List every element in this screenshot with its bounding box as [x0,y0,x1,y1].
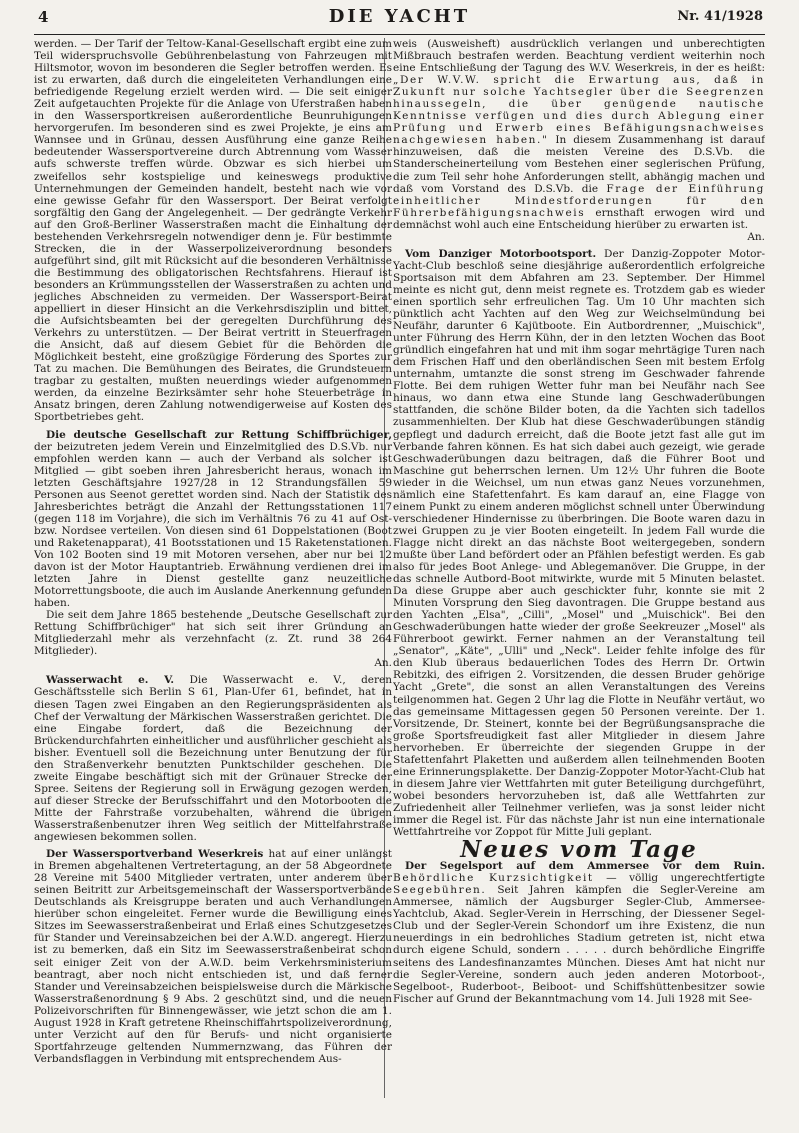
weserkreis-paragraph [34,848,392,1065]
ammersee-dash: — völlig ungerechtfertigte [593,872,765,885]
header-rule [34,34,765,35]
ammersee-subhead-a: Behördliche Kurzsichtigkeit [393,872,594,885]
emphasized-question: Frage der Einführung einheitlicher Mindestforderungen für den Führerbefähigungsnachweis [393,182,765,219]
dgzrs-text-2: Die seit dem Jahre 1865 bestehende „Deutsche Gesellschaft zur Rettung Schiffbrüchiger" hat sich seit ihrer Gründung an Mitgliederzahl mehr als verzehnfacht (z. Zt. rund 38 264 Mitglieder). [34,609,392,658]
ammersee-paragraph [393,860,765,1005]
ammersee-subhead-b: Seegebühren. [393,884,487,897]
danzig-heading: Vom Danziger Motorbootsport. [405,247,597,260]
weserkreis-text: hat auf einer unlängst in Bremen abgehaltenen Vertretertagung, an der 58 Abgeordnete 28 Vereine mit 5400 Mitglieder vertraten, unter anderem über seinen Beitritt zur Arbeitsgemeinschaft der Wassersportverbände Deutschlands als Kreisgruppe beraten und auch Verhandlungen hierüber schon eingeleitet. Ferner wurde die Bewilligung eines Sitzes im Seewasserstraßenbeirat und Erlaß eines Schutzgesetzes für Stander und Vereinsabzeichen bei der A.W.D. angeregt. Hierzu ist zu bemerken, daß ein Sitz im Seewasserstraßenbeirat schon seit einiger Zeit von der A.W.D. beim Verkehrsministerium beantragt, aber noch nicht entschieden ist, und daß ferner Stander und Vereinsabzeichen beispielsweise durch die Märkische Wasserstraßenordnung § 9 Abs. 2 geschützt sind, und die neuen Polizeivorschriften für Binnengewässer, wie jetzt schon die am 1. August 1928 in Kraft getretene Rheinschiffahrtspolizeiverordnung, unter Verzicht auf den für Berufs- und nicht organisierte Sportfahrzeuge geltenden Nummernzwang, das Führen der Verbandsflaggen in Verbindung mit entsprechendem Aus- [34,848,392,1065]
ammersee-text: Seit Jahren kämpfen die Segler-Vereine am Ammersee, nämlich der Augsburger Segler-Club, Ammersee-Yachtclub, Akad. Segler-Verein in Herrsching, der Diessener Segel-Club und der Segler-Verein Schondorf um ihre Existenz, die nun neuerdings in ein bedrohliches Stadium getreten ist, nicht etwa durch eigene Schuld, sondern . . . . . durch behördliche Eingriffe seitens des Landesfinanzamtes München. Dieses Amt hat nicht nur die Segler-Vereine, sondern auch jeden anderen Motorboot-, Segelboot-, Ruderboot-, Beiboot- und Schiffshüttenbesitzer sowie Fischer auf Grund der Bekanntmachung vom 14. Juli 1928 mit See- [393,884,765,1005]
resolution-quote: „Der W.V.W. spricht die Erwartung aus, daß in Zukunft nur solche Yachtsegler über die Seegrenzen hinaussegeln, die über genügende nautische Kenntnisse verfügen und dies durch Ablegung einer Prüfung und Erwerb eines Befähigungsnachweises nachgewiesen haben." [393,74,765,147]
tariff-paragraph: werden. — Der Tarif der Teltow-Kanal-Gesellschaft ergibt eine zum Teil widerspruchsvolle Gebührenbelastung von Fahrzeugen mit Hiltsmotor, wovon im besonderen die Segler betroffen werden. Es ist zu erwarten, daß durch die eingeleiteten Verhandlungen eine befriedigende Regelung erzielt werden wird. — Die seit einiger Zeit aufgetauchten Projekte für die Anlage von Uferstraßen haben in den Wassersportkreisen außerordentliche Beunruhigungen hervorgerufen. Im besonderen sind es zwei Projekte, je eins am Wannsee und in Grünau, dessen Ausführung eine ganze Reihe bedeutender Wassersportvereine durch Abtrennung vom Wasser aufs schwerste treffen würde. Obzwar es sich hierbei um zweifellos sehr kostspielige und keineswegs produktive Unternehmungen der Gemeinden handelt, besteht nach wie vor eine gewisse Gefahr für den Wassersport. Der Beirat verfolgt sorgfältig den Gang der Angelegenheit. — Der gedrängte Verkehr auf den Groß-Berliner Wasserstraßen macht die Einhaltung der bestehenden Verkehrsregeln notwendiger denn je. Für bestimmte Strecken, die in der Wasserpolizeiverordnung besonders aufgeführt sind, gilt mit Rücksicht auf die besonderen Verhältnisse die Bestimmung des obligatorischen Rechtsfahrens. Hierauf ist besonders an Krümmungsstellen der Wasserstraßen zu achten und jegliches Abschneiden zu vermeiden. Der Wassersport-Beirat appelliert in dieser Hinsicht an die Verkehrsdisziplin und bittet, die Aufsichtsbeamten bei der geregelten Durchführung des Verkehrs zu unterstützen. — Der Beirat vertritt in Steuerfragen die Ansicht, daß auf diesem Gebiet für die Behörden die Möglichkeit besteht, eine großzügige Förderung des Sportes zur Tat zu machen. Die Bemühungen des Beirates, die Grundsteuern tragbar zu gestalten, mußten neuerdings wieder aufgenommen werden, da einzelne Bezirksämter sehr hohe Steuerbeträge in Ansatz bringen, deren Zahlung notwendigerweise auf Kosten des Sportbetriebes geht. [34,38,392,424]
right-column [393,38,765,1113]
wasserwacht-text: Die Wasserwacht e. V., deren Geschäftsstelle sich Berlin S 61, Plan-Ufer 61, befindet, hat in diesen Tagen zwei Eingaben an den Regierungspräsidenten als Chef der Verwaltung der Märkischen Wasserstraßen gerichtet. Die eine Eingabe fordert, daß die Bezeichnung der Brückendurchfahrten einheitlicher und ausführlicher geschieht als bisher. Eventuell soll die Bezeichnung unter Benutzung der für den Straßenverkehr benutzten Punktschilder geschehen. Die zweite Eingabe beschäftigt sich mit der Grünauer Strecke der Spree. Seitens der Regierung soll in Erwägung gezogen werden, auf dieser Strecke der Berufsschiffahrt und den Motorbooten die Mitte der Fahrstraße vorzubehalten, während die übrigen Wasserstraßenbenutzer ihren Weg seitlich der Mittelfahrstraße angewiesen bekommen sollen. [34,674,392,844]
continuation-text-c: In diesem Zusammenhang ist darauf hinzuweisen, daß die meisten Vereine des D.S.Vb. die Standerscheinerteilung vom Bestehen einer seglerischen Prüfung, die zum Teil sehr hohe Anforderungen stellt, abhängig machen und daß vom Vorstand des D.S.Vb. die [393,134,765,195]
danzig-text: Der Danzig-Zoppoter Motor-Yacht-Club beschloß seine diesjährige außerordentlich erfolgreiche Sportsaison mit dem Abfahren am 23. September. Der Himmel meinte es nicht gut, denn meist regnete es. Trotzdem gab es wieder einen sportlich sehr erfreulichen Tag. Um 10 Uhr machten sich pünktlich acht Yachten auf den Weg zur Weichselmündung bei Neufähr, darunter 6 Kajütboote. Ein Autbordrenner, „Muischick", unter Führung des Herrn Kühn, der in den letzten Wochen das Boot gründlich eingefahren hat und mit ihm sogar mehrtägige Turen nach dem Frischen Haff und den oberländischen Seen mit bestem Erfolg unternahm, umtanzte die sonst streng im Geschwader fahrende Flotte. Bei dem ruhigen Wetter fuhr man bei Neufähr nach See hinaus, wo dann etwa eine Stunde lang Geschwaderübungen stattfanden, die schöne Bilder boten, da die Yachten sich tadellos zusammenhielten. Der Klub hat diese Geschwaderübungen ständig gepflegt und dadurch erreicht, daß die Boote jetzt fast alle gut im Verbande fahren können. Es hat sich dabei auch gezeigt, wie gerade Geschwaderübungen dazu beitragen, daß die Führer Boot und Maschine gut beherrschen lernen. Um 12½ Uhr fuhren die Boote wieder in die Weichsel, um nun etwas ganz Neues vorzunehmen, nämlich eine Stafettenfahrt. Es kam darauf an, eine Flagge von einem Punkt zu einem anderen möglichst schnell unter Überwindung verschiedener Hindernisse zu überbringen. Die Boote waren dazu in zwei Gruppen zu je vier Booten eingeteilt. In jedem Fall wurde die Flagge nicht direkt an das nächste Boot weitergegeben, sondern mußte über Land befördert oder an Pfählen befestigt werden. Es gab also für jedes Boot Anlege- und Ablegemanöver. Die Gruppe, in der das schnelle Autbord-Boot mitwirkte, wurde mit 5 Minuten belastet. Da diese Gruppe aber auch geschickter fuhr, konnte sie mit 2 Minuten Vorsprung den Sieg davontragen. Die Gruppe bestand aus den Yachten „Elsa", „Cilli", „Mosel" und „Muischick". Bei den Geschwaderübungen hatte wieder der große Seekreuzer „Mosel" als Führerboot gewirkt. Ferner nahmen an der Veranstaltung teil „Senator", „Käte", „Ulli" und „Neck". Leider fehlte infolge des für den Klub überaus bedauerlichen Todes des Herrn Dr. Ortwin Rebitzki, des eifrigen 2. Vorsitzenden, die dessen Bruder gehörige Yacht „Grete", die sonst an allen Veranstaltungen des Vereins teilgenommen hat. Gegen 2 Uhr lag die Flotte in Neufähr vertäut, wo das gemeinsame Mittagessen gegen 50 Personen vereinte. Der 1. Vorsitzende, Dr. Steinert, konnte bei der Begrüßungsansprache die große Sportsfreudigkeit fast aller Mitglieder in diesem Jahre hervorheben. Er überreichte der siegenden Gruppe in der Stafettenfahrt Plaketten und außerdem allen teilnehmenden Booten eine Erinnerungsplakette. Der Danzig-Zoppoter Motor-Yacht-Club hat in diesem Jahre vier Wettfahrten mit guter Beteiligung durchgeführt, wobei besonders hervorzuheben ist, daß alle Wettfahrten zur Zufriedenheit aller Teilnehmer verliefen, was ja sonst leider nicht immer die Regel ist. Für das nächste Jahr ist nun eine internationale Wettfahrtreihe vor Zoppot für Mitte Juli geplant. [393,247,765,839]
wasserwacht-heading: Wasserwacht e. V. [46,674,175,687]
running-title: DIE YACHT [328,6,471,27]
left-column [34,38,392,1113]
author-signature: An. [374,657,392,670]
issue-number: Nr. 41/1928 [677,9,763,24]
dgzrs-text: der beizutreten jedem Verein und Einzelmitglied des D.S.Vb. nur empfohlen werden kann — auch der Verband als solcher ist Mitglied — gibt soeben ihren Jahresbericht heraus, wonach im letzten Geschäftsjahre 1927/28 in 12 Strandungsfällen 59 Personen aus Seenot gerettet worden sind. Nach der Statistik des Jahresberichtes beträgt die Anzahl der Rettungsstationen 117 (gegen 118 im Vorjahre), die sich im Verhältnis 76 zu 41 auf Ost- bzw. Nordsee verteilen. Von diesen sind 61 Doppelstationen (Boot und Raketenapparat), 41 Bootsstationen und 15 Raketenstationen. Von 102 Booten sind 19 mit Motoren versehen, aber nur bei 12 davon ist der Motor Hauptantrieb. Erwähnung verdienen drei im letzten Jahre in Dienst gestellte ganz neuzeitliche Motorrettungsboote, die auch im Auslande Anerkennung gefunden haben. [34,440,392,610]
continuation-text-a: weis (Ausweisheft) ausdrücklich verlangen und unberechtigten Mißbrauch bestrafen werden. Beachtung verdient weiterhin noch eine Entschließung der Tagung des W.V. Weserkreis, in der es heißt: [393,38,765,75]
section-heading: Neues vom Tage [460,836,698,864]
weserkreis-continuation [393,38,765,243]
wasserwacht-paragraph [34,674,392,843]
weserkreis-heading: Der Wassersportverband Weserkreis [46,848,264,861]
author-signature: An. [747,230,765,243]
dgzrs-paragraph-2 [34,609,392,669]
dgzrs-heading: Die deutsche Gesellschaft zur Rettung Schiffbrüchiger, [46,428,392,441]
danzig-paragraph [393,248,765,838]
dgzrs-paragraph [34,429,392,610]
continuation-text-e: ernsthaft erwogen wird und demnächst wohl auch eine Entscheidung hierüber zu erwarten ist. [393,206,765,231]
page-number: 4 [38,8,49,26]
ammersee-heading: Der Segelsport auf dem Ammersee vor dem Ruin. [405,860,765,873]
